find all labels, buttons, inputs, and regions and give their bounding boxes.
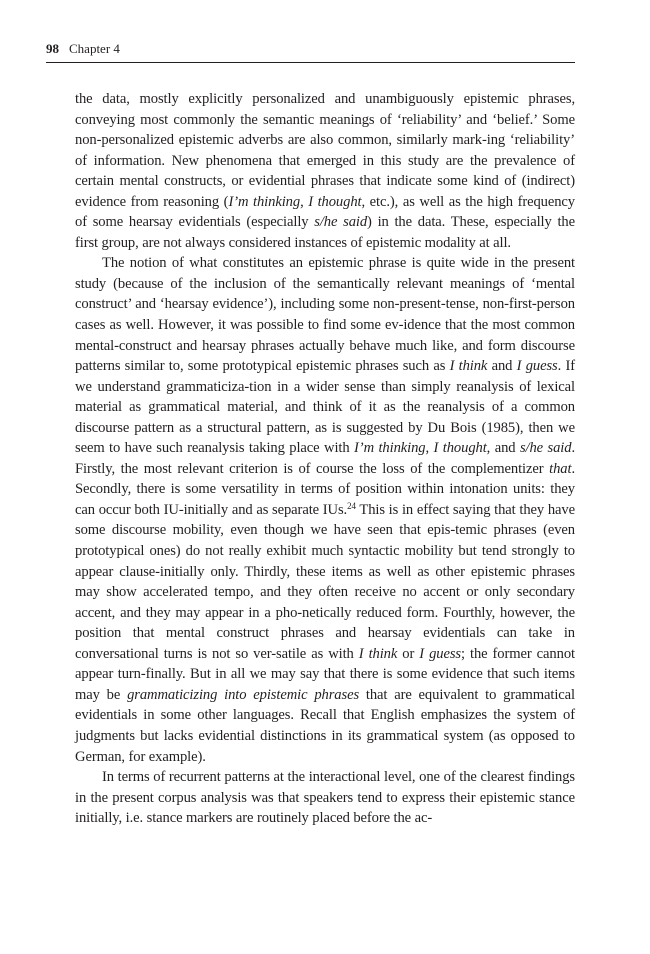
chapter-title: Chapter 4 [69,41,120,56]
page-number: 98 [46,41,59,56]
body-text [75,89,575,829]
footnote-ref-24[interactable]: 24 [347,500,356,511]
paragraph-2: The notion of what constitutes an epistemic phrase is quite wide in the present study (because of the inclusion of the semantically relevant meanings of ‘mental construct’ and ‘hearsay evidence’), including some non-present-tense, non-first-person cases as well. However, it was possible to find some ev-idence that the most common mental-construct and hearsay phrases actually behave much like, and form discourse patterns similar to, some prototypical epistemic phrases such as I think and I guess. If we understand grammaticiza-tion in a wider sense than simply reanalysis of lexical material as grammatical material, and think of it as the reanalysis of a common discourse pattern as a structural pattern, as is suggested by Du Bois (1985), then we seem to have such reanalysis taking place with I’m thinking, I thought, and s/he said. Firstly, the most relevant criterion is of course the loss of the complementizer that. Secondly, there is some versatility in terms of position within intonation units: they can occur both IU-initially and as separate IUs.$^{24}$ This is in effect saying that they have some discourse mobility, even though we have seen that epis-temic phrases (even prototypical ones) do not really exhibit much syntactic mobility but tend strongly to appear clause-initially only. Thirdly, these items as well as other epistemic phrases may show accelerated tempo, and they often receive no accent or only secondary accent, and they may appear in a pho-netically reduced form. Fourthly, however, the position that mental construct phrases and hearsay evidentials can take in conversational turns is not so ver-satile as with I think or I guess; the former cannot appear turn-finally. But in all we may say that there is some evidence that such items may be grammaticizing into epistemic phrases that are equivalent to grammatical evidentials in some other languages. Recall that English emphasizes the system of judgments but lacks evidential distinctions in its grammatical system (as opposed to German, for example). [75,255,576,765]
paragraph-3: In terms of recurrent patterns at the interactional level, one of the clearest findings in the present corpus analysis was that speakers tend to express their epistemic stance initially, i.e. stance markers are routinely placed before the ac- [75,769,575,827]
paragraph-1: the data, mostly explicitly personalized and unambiguously epistemic phrases, conveying most commonly the semantic meanings of ‘reliability’ and ‘belief.’ Some non-personalized epistemic adverbs are also common, similarly mark-ing ‘reliability’ of information. New phenomena that emerged in this study are the prevalence of certain mental constructs, or evidential phrases that indicate some kind of (indirect) evidence from reasoning (I’m thinking, I thought, etc.), as well as the high frequency of some hearsay evidentials (especially s/he said) in the data. These, especially the first group, are not always considered instances of epistemic modality at all. [75,91,576,251]
running-head [46,40,575,63]
